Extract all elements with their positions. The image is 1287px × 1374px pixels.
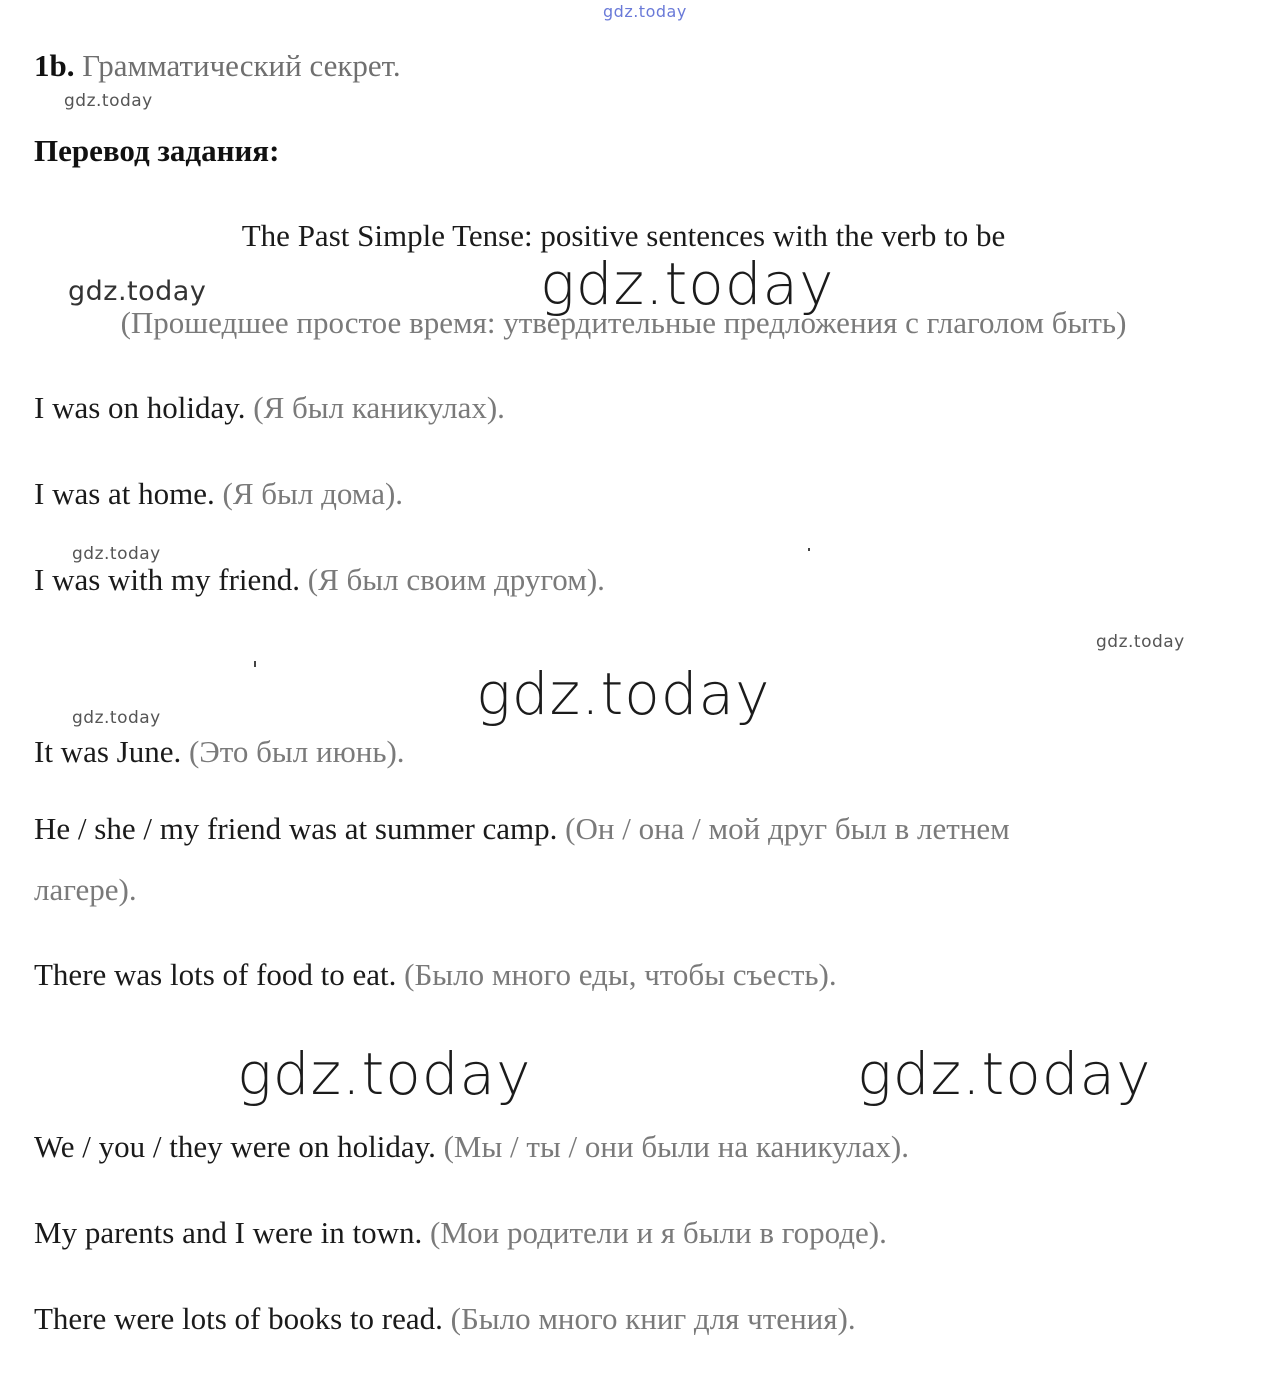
example-line (34, 562, 605, 598)
example-english: There was lots of food to eat. (34, 957, 397, 992)
watermark-top: gdz.today (603, 2, 687, 21)
exercise-number: 1b. (34, 48, 75, 83)
example-russian-continued: лагере). (34, 872, 137, 907)
example-russian: (Было много книг для чтения). (450, 1301, 856, 1336)
example-line (34, 390, 505, 426)
rule-english: The Past Simple Tense: positive sentences with the verb to be (241, 218, 1006, 253)
watermark-big: gdz.today (237, 1040, 532, 1108)
watermark-medium: gdz.today (68, 276, 207, 307)
example-russian: (Я был дома). (222, 476, 404, 511)
scan-speck (254, 661, 256, 667)
watermark-big: gdz.today (476, 660, 771, 728)
example-russian: (Мои родители и я были в городе). (430, 1215, 887, 1250)
example-russian: (Было много еды, чтобы съесть). (404, 957, 837, 992)
watermark-small: gdz.today (1096, 632, 1185, 652)
example-line (34, 1301, 856, 1337)
watermark-small: gdz.today (72, 708, 161, 728)
watermark-big: gdz.today (857, 1040, 1152, 1108)
translation-heading: Перевод задания: (34, 133, 280, 168)
watermark-big: gdz.today (540, 250, 835, 318)
example-line (34, 476, 403, 512)
example-english: I was on holiday. (34, 390, 246, 425)
example-english: There were lots of books to read. (34, 1301, 443, 1336)
example-russian: (Я был своим другом). (307, 562, 605, 597)
example-line (34, 734, 405, 770)
example-line (34, 1215, 887, 1251)
exercise-subtitle: Грамматический секрет. (82, 48, 401, 83)
example-line (34, 957, 837, 993)
watermark-small: gdz.today (64, 91, 153, 111)
example-russian: (Я был каникулах). (253, 390, 505, 425)
example-line (34, 1129, 909, 1165)
scan-speck (808, 548, 810, 551)
example-english: My parents and I were in town. (34, 1215, 423, 1250)
example-english: I was at home. (34, 476, 215, 511)
example-english: I was with my friend. (34, 562, 301, 597)
example-english: It was June. (34, 734, 182, 769)
watermark-small: gdz.today (72, 544, 161, 564)
example-russian: (Мы / ты / они были на каникулах). (443, 1129, 909, 1164)
exercise-title (34, 48, 401, 84)
example-russian: (Он / она / мой друг был в летнем (565, 811, 1010, 846)
rule-russian: (Прошедшее простое время: утвердительные предложения с глаголом быть) (120, 305, 1127, 340)
example-english: We / you / they were on holiday. (34, 1129, 436, 1164)
example-english: He / she / my friend was at summer camp. (34, 811, 558, 846)
example-line (34, 811, 1010, 847)
example-russian: (Это был июнь). (188, 734, 405, 769)
